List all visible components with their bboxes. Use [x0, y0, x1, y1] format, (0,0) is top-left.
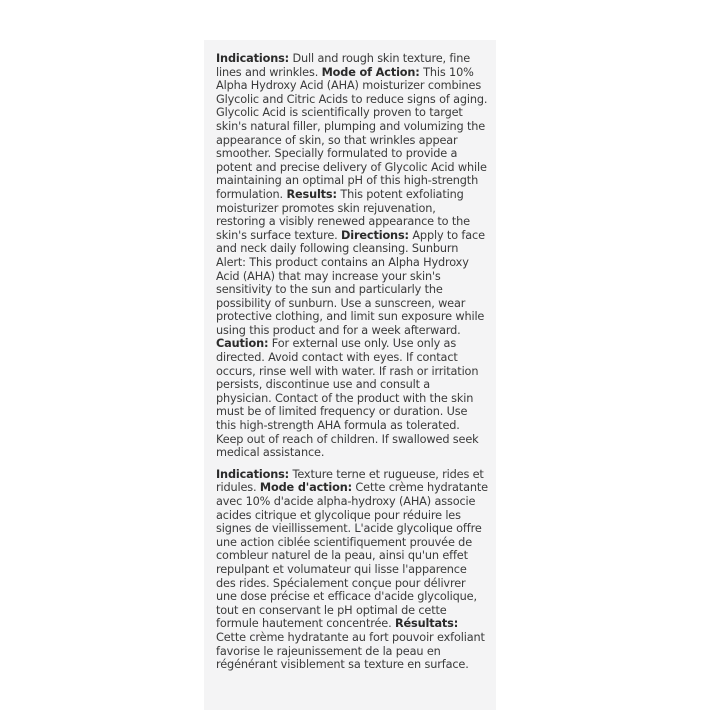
- english-indications-text: Dull and rough skin texture, fine lines and wrinkles.: [216, 52, 471, 79]
- english-mode-text: This 10% Alpha Hydroxy Acid (AHA) moisturizer combines Glycolic and Citric Acids to reduce signs of aging. Glycolic Acid is scientifically proven to target skin's natural filler, plumping and volumizing the appearance of skin, so that wrinkles appear smoother. Specially formulated to provide a potent and precise delivery of Glycolic Acid while maintaining an optimal pH of this high-strength formulation.: [216, 65, 488, 201]
- english-caution-heading: Caution:: [216, 337, 269, 351]
- english-results-text: This potent exfoliating moisturizer promotes skin rejuvenation, restoring a visibly renewed appearance to the skin's surface texture.: [216, 187, 470, 242]
- english-results-heading: Results:: [286, 187, 337, 201]
- english-caution-text: For external use only. Use only as directed. Avoid contact with eyes. If contact occurs, rinse well with water. If rash or irritation persists, discontinue use and consult a physician. Contact of the product with the skin must be of limited frequency or duration. Use this high-strength AHA formula as tolerated. Keep out of reach of children. If swallowed seek medical assistance.: [216, 337, 479, 460]
- french-results-text: Cette crème hydratante au fort pouvoir exfoliant favorise le rajeunissement de la peau en régénérant visiblement sa texture en surface.: [216, 630, 485, 672]
- french-mode-heading: Mode d'action:: [259, 481, 352, 495]
- french-indications-text: Texture terne et rugueuse, rides et ridules.: [216, 467, 484, 495]
- french-results-heading: Résultats:: [394, 617, 459, 631]
- english-mode-heading: Mode of Action:: [321, 65, 420, 79]
- english-text: [216, 52, 488, 460]
- english-indications-heading: Indications:: [216, 52, 290, 65]
- french-indications-heading: Indications:: [216, 467, 290, 481]
- french-mode-text: Cette crème hydratante avec 10% d'acide alpha-hydroxy (AHA) associe acides citrique et glycolique pour réduire les signes de vieillissement. L'acide glycolique offre une action ciblée scientifiquement prouvée de combleur naturel de la peau, ainsi qu'un effet repulpant et volumateur qui lisse l'apparence des rides. Spécialement conçue pour délivrer une dose précise et efficace d'acide glycolique, tout en conservant le pH optimal de cette formule hautement concentrée.: [216, 481, 488, 631]
- french-text: [216, 468, 488, 672]
- english-directions-text: Apply to face and neck daily following cleansing. Sunburn Alert: This product contains an Alpha Hydroxy Acid (AHA) that may increase your skin's sensitivity to the sun and particularly the possibility of sunburn. Use a sunscreen, wear protective clothing, and limit sun exposure while using this product and for a week afterward.: [216, 228, 485, 337]
- product-label-panel: [204, 40, 496, 710]
- english-directions-heading: Directions:: [341, 228, 409, 242]
